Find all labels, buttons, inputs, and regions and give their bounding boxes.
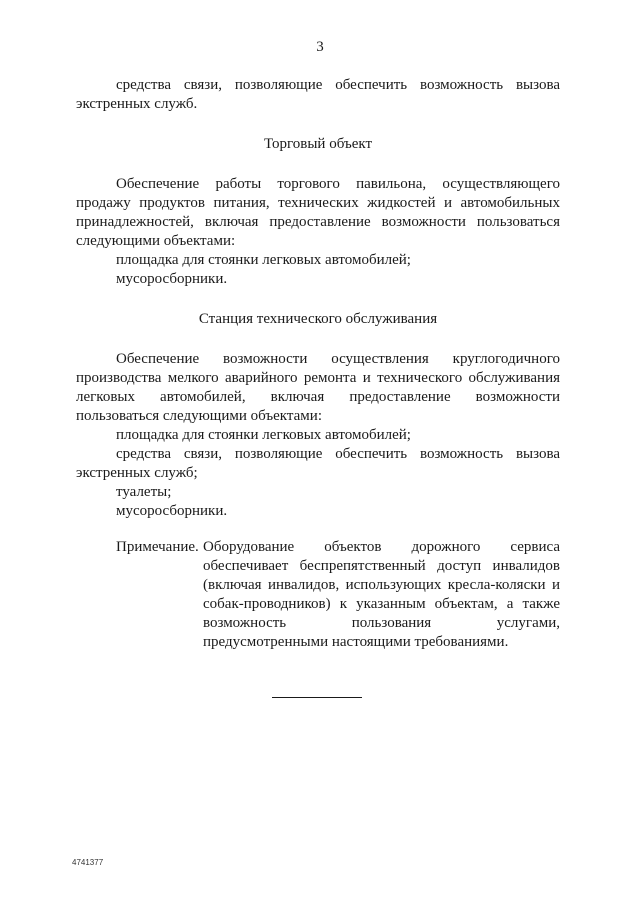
page-number: 3: [316, 39, 324, 55]
list-item: площадка для стоянки легковых автомобилей;: [116, 427, 411, 443]
list-item: мусоросборники.: [116, 503, 228, 519]
list-item: мусоросборники.: [116, 271, 228, 287]
list-item-wrapped: средства связи, позволяющие обеспечить возможность вызова экстренных служб;: [76, 446, 560, 481]
section-heading-service-station: Станция технического обслуживания: [198, 311, 438, 327]
note-label: Примечание.: [116, 539, 199, 555]
document-body: [76, 76, 560, 652]
footer-divider: [272, 697, 362, 698]
section-paragraph-service-station: Обеспечение возможности осуществления круглогодичного производства мелкого аварийного ремонта и технического обслуживания легковых автомобилей, включая предоставление возможности пользоваться следующими объектами:: [76, 351, 560, 424]
note-block: [76, 538, 560, 652]
section-paragraph-trade: Обеспечение работы торгового павильона, осуществляющего продажу продуктов питания, технических жидкостей и автомобильных принадлежностей, включая предоставление возможности пользоваться следующими объектами:: [76, 176, 560, 249]
list-item: площадка для стоянки легковых автомобилей;: [116, 252, 411, 268]
note-text: Оборудование объектов дорожного сервиса обеспечивает беспрепятственный доступ инвалидов (включая инвалидов, использующих кресла-коляски и собак-проводников) к указанным объектам, а также возможность пользования услугами, предусмотренными настоящими требованиями.: [203, 539, 560, 650]
document-code: 4741377: [72, 858, 104, 867]
intro-paragraph: средства связи, позволяющие обеспечить возможность вызова экстренных служб.: [76, 77, 560, 112]
list-item: туалеты;: [116, 484, 172, 500]
section-heading-trade: Торговый объект: [263, 136, 373, 152]
